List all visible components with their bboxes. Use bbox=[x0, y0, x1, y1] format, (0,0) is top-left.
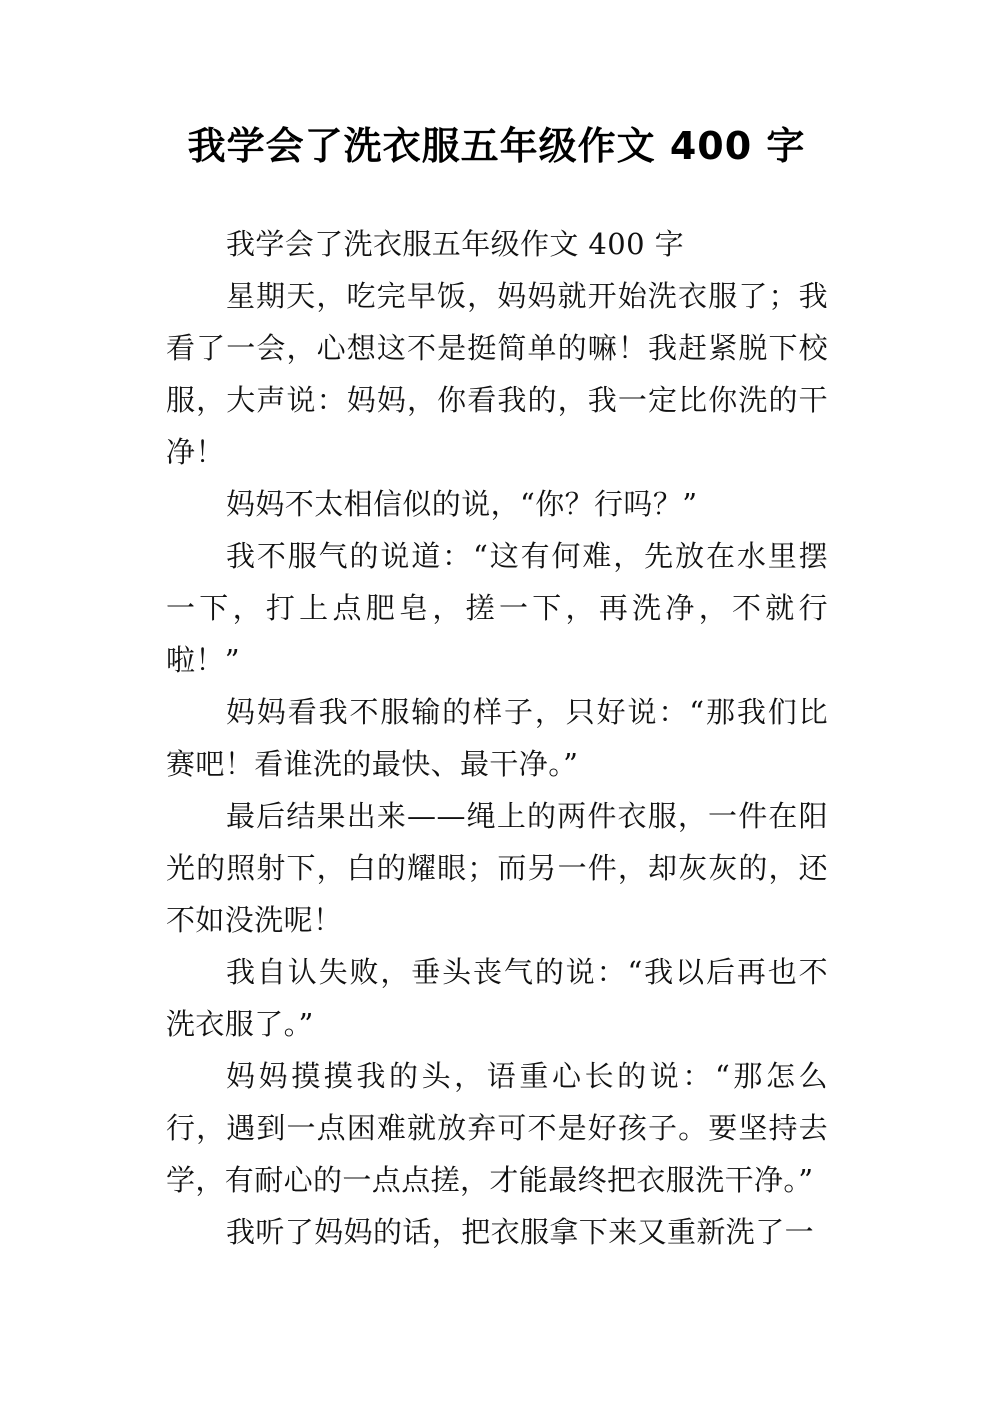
document-title: 我学会了洗衣服五年级作文 400 字 bbox=[187, 124, 806, 168]
document-body bbox=[166, 218, 828, 1258]
paragraph: 我自认失败，垂头丧气的说：“我以后再也不洗衣服了。” bbox=[166, 955, 828, 1041]
paragraph: 妈妈看我不服输的样子，只好说：“那我们比赛吧！看谁洗的最快、最干净。” bbox=[166, 695, 828, 781]
paragraph: 最后结果出来——绳上的两件衣服，一件在阳光的照射下，白的耀眼；而另一件，却灰灰的，还不如没洗呢！ bbox=[166, 799, 828, 937]
paragraph: 妈妈摸摸我的头，语重心长的说：“那怎么行，遇到一点困难就放弃可不是好孩子。要坚持去学，有耐心的一点点搓，才能最终把衣服洗干净。” bbox=[166, 1059, 828, 1197]
paragraph: 我不服气的说道：“这有何难，先放在水里摆一下，打上点肥皂，搓一下，再洗净，不就行啦！” bbox=[166, 539, 828, 677]
paragraph: 星期天，吃完早饭，妈妈就开始洗衣服了；我看了一会，心想这不是挺简单的嘛！我赶紧脱下校服，大声说：妈妈，你看我的，我一定比你洗的干净！ bbox=[166, 279, 828, 469]
paragraph-subtitle: 我学会了洗衣服五年级作文 400 字 bbox=[226, 227, 684, 261]
paragraph: 我听了妈妈的话，把衣服拿下来又重新洗了一 bbox=[226, 1215, 815, 1249]
paragraph: 妈妈不太相信似的说，“你？行吗？” bbox=[226, 487, 698, 521]
